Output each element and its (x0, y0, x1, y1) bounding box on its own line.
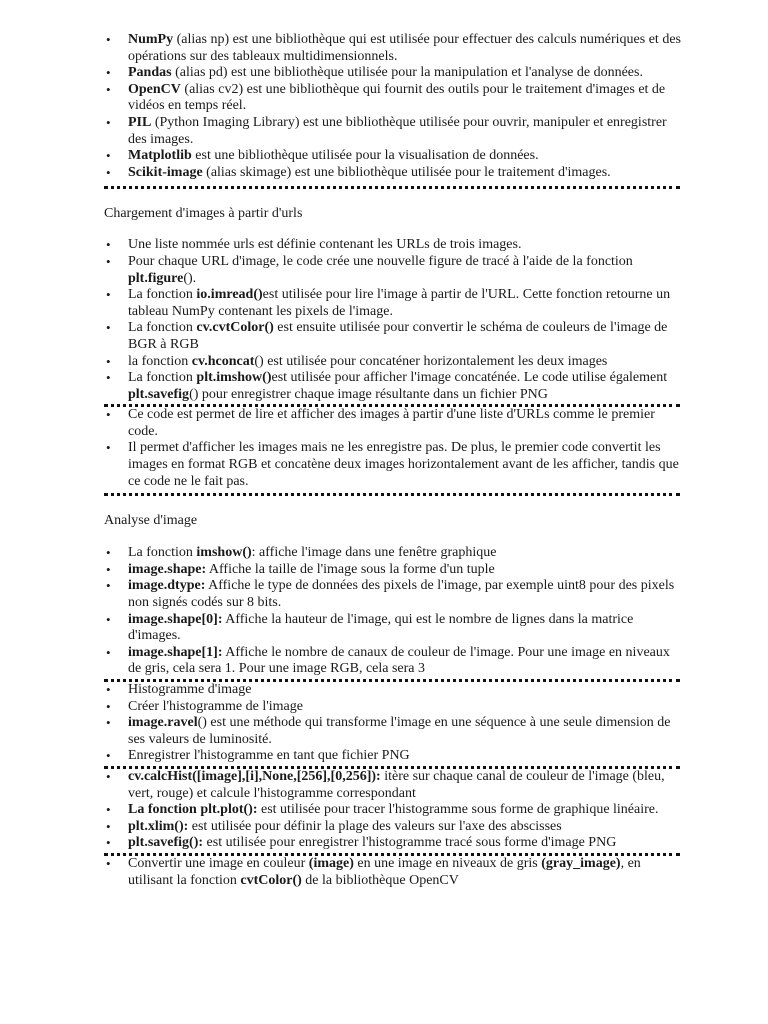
list-item: • image.dtype: Affiche le type de données des pixels de l'image, par exemple uint8 pour des pixels non signés codés sur 8 bits. (0, 578, 768, 611)
list-item: • PIL (Python Imaging Library) est une bibliothèque utilisée pour ouvrir, manipuler et enregistrer des images. (0, 115, 768, 148)
list-item: • Convertir une image en couleur (image) en une image en niveaux de gris (gray_image), en utilisant la fonction cvtColor() de la bibliothèque OpenCV (0, 856, 768, 889)
list-item: • Ce code est permet de lire et afficher des images à partir d'une liste d'URLs comme le premier code. (0, 407, 768, 440)
histogram-list (0, 682, 768, 765)
image-analysis-list (0, 545, 768, 678)
list-item: • plt.xlim(): est utilisée pour définir la plage des valeurs sur l'axe des abscisses (0, 819, 768, 836)
list-item: • image.shape[1]: Affiche le nombre de canaux de couleur de l'image. Pour une image en niveaux de gris, cela sera 1. Pour une image RGB, cela sera 3 (0, 645, 768, 678)
section-heading-analyse: Analyse d'image (104, 513, 198, 529)
list-item: • la fonction cv.hconcat() est utilisée pour concaténer horizontalement les deux images (0, 354, 768, 371)
list-item: • image.ravel() est une méthode qui transforme l'image en une séquence à une seule dimension de ses valeurs de luminosité. (0, 715, 768, 748)
list-item: • image.shape[0]: Affiche la hauteur de l'image, qui est le nombre de lignes dans la matrice d'images. (0, 612, 768, 645)
list-item: • Une liste nommée urls est définie contenant les URLs de trois images. (0, 237, 768, 254)
list-item: • NumPy (alias np) est une bibliothèque qui est utilisée pour effectuer des calculs numériques et des opérations sur des tableaux multidimensionnels. (0, 32, 768, 65)
library-list (0, 32, 768, 181)
list-item: • La fonction cv.cvtColor() est ensuite utilisée pour convertir le schéma de couleurs de l'image de BGR à RGB (0, 320, 768, 353)
list-item: • OpenCV (alias cv2) est une bibliothèque qui fournit des outils pour le traitement d'images et de vidéos en temps réel. (0, 82, 768, 115)
list-item: • Matplotlib est une bibliothèque utilisée pour la visualisation de données. (0, 148, 768, 165)
list-item: • Créer l'histogramme de l'image (0, 699, 768, 716)
list-item: • Il permet d'afficher les images mais ne les enregistre pas. De plus, le premier code convertit les images en format RGB et concatène deux images horizontalement avant de les afficher, tandis que ce code ne le fait pas. (0, 440, 768, 490)
list-item: • image.shape: Affiche la taille de l'image sous la forme d'un tuple (0, 562, 768, 579)
comparison-list (0, 407, 768, 490)
list-item: • Histogramme d'image (0, 682, 768, 699)
list-item: • plt.savefig(): est utilisée pour enregistrer l'histogramme tracé sous forme d'image PNG (0, 835, 768, 852)
list-item: • Pandas (alias pd) est une bibliothèque utilisée pour la manipulation et l'analyse de données. (0, 65, 768, 82)
calchist-list (0, 769, 768, 852)
grayscale-list (0, 856, 768, 889)
list-item: • La fonction imshow(): affiche l'image dans une fenêtre graphique (0, 545, 768, 562)
url-loading-list (0, 237, 768, 403)
section-heading-urls: Chargement d'images à partir d'urls (104, 206, 303, 222)
list-item: • La fonction plt.imshow()est utilisée pour afficher l'image concaténée. Le code utilise également plt.savefig() pour enregistrer chaque image résultante dans un fichier PNG (0, 370, 768, 403)
dotted-divider (104, 493, 680, 496)
list-item: • Pour chaque URL d'image, le code crée une nouvelle figure de tracé à l'aide de la fonction plt.figure(). (0, 254, 768, 287)
list-item: • La fonction plt.plot(): est utilisée pour tracer l'histogramme sous forme de graphique linéaire. (0, 802, 768, 819)
document-page (0, 32, 768, 889)
list-item: • La fonction io.imread()est utilisée pour lire l'image à partir de l'URL. Cette fonction retourne un tableau NumPy contenant les pixels de l'image. (0, 287, 768, 320)
dotted-divider (104, 186, 680, 189)
list-item: • cv.calcHist([image],[i],None,[256],[0,256]): itère sur chaque canal de couleur de l'image (bleu, vert, rouge) et calcule l'histogramme correspondant (0, 769, 768, 802)
list-item: • Scikit-image (alias skimage) est une bibliothèque utilisée pour le traitement d'images. (0, 165, 768, 182)
list-item: • Enregistrer l'histogramme en tant que fichier PNG (0, 748, 768, 765)
